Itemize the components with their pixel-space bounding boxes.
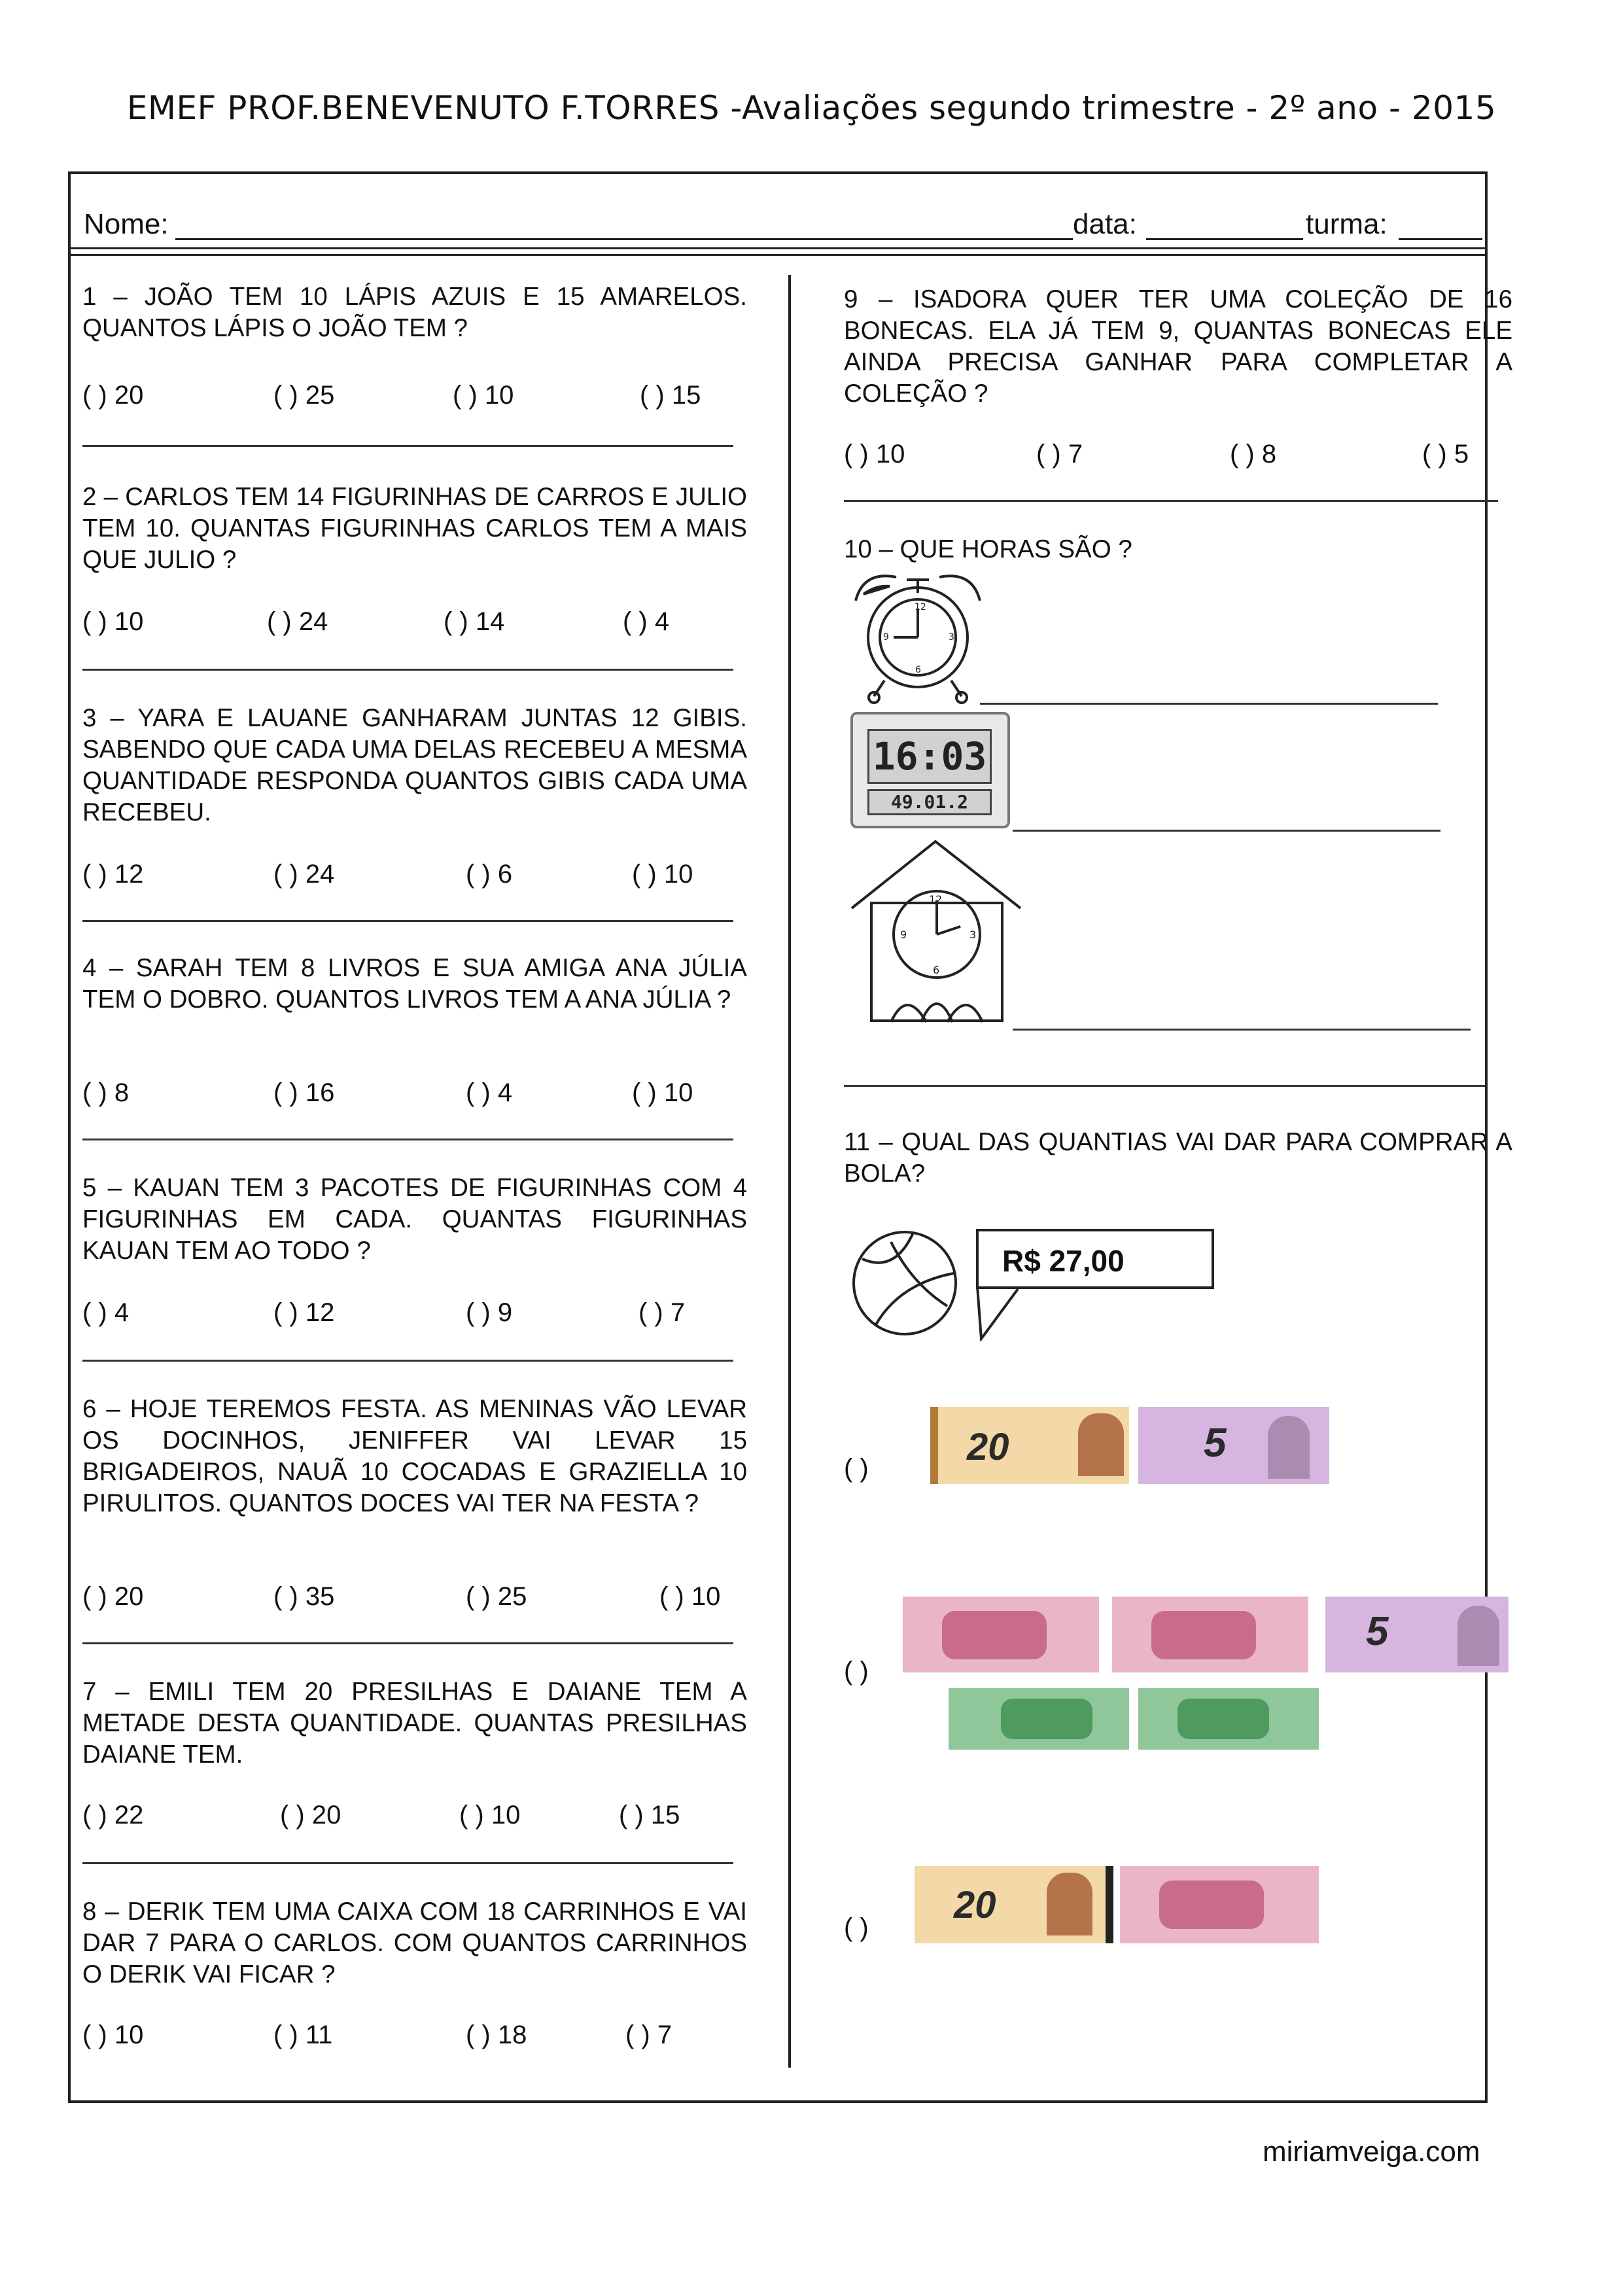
separator [844, 500, 1498, 502]
option[interactable]: ( ) 20 [82, 381, 144, 410]
option[interactable]: ( ) 9 [466, 1298, 513, 1327]
banknote-portrait [1001, 1699, 1092, 1739]
option[interactable]: ( ) 12 [82, 860, 144, 889]
option[interactable]: ( ) 5 [1422, 440, 1469, 468]
banknote-1 [1138, 1688, 1319, 1750]
money-option-2-checkbox[interactable]: ( ) [844, 1657, 869, 1686]
question-8: 8 – DERIK TEM UMA CAIXA COM 18 CARRINHOS E VAI DAR 7 PARA O CARLOS. COM QUANTOS CARRINHOS O DERIK VAI FICAR ? [82, 1898, 747, 1988]
separator [82, 1139, 733, 1140]
question-4: 4 – SARAH TEM 8 LIVROS E SUA AMIGA ANA JÚLIA TEM O DOBRO. QUANTOS LIVROS TEM A ANA JÚLIA ? [82, 954, 747, 1014]
banknote-value: 20 [954, 1884, 996, 1926]
banknote-portrait [1078, 1413, 1124, 1476]
option[interactable]: ( ) 7 [638, 1298, 686, 1327]
svg-text:9: 9 [900, 928, 907, 941]
separator [844, 1085, 1485, 1087]
option[interactable]: ( ) 14 [444, 607, 505, 636]
question-5: 5 – KAUAN TEM 3 PACOTES DE FIGURINHAS COM 4 FIGURINHAS EM CADA. QUANTAS FIGURINHAS KAUAN TEM AO TODO ? [82, 1174, 747, 1265]
option[interactable]: ( ) 25 [466, 1582, 527, 1611]
answer-line-clock-1[interactable] [980, 703, 1438, 705]
option[interactable]: ( ) 10 [632, 1078, 693, 1107]
svg-text:6: 6 [933, 964, 940, 976]
option[interactable]: ( ) 25 [273, 381, 335, 410]
svg-text:12: 12 [915, 602, 926, 612]
option[interactable]: ( ) 24 [273, 860, 335, 889]
option[interactable]: ( ) 20 [82, 1582, 144, 1611]
banknote-portrait [1151, 1611, 1256, 1659]
svg-text:3: 3 [949, 632, 954, 643]
option[interactable]: ( ) 18 [466, 2021, 527, 2049]
svg-text:9: 9 [883, 632, 889, 643]
option[interactable]: ( ) 6 [466, 860, 513, 889]
answer-line-clock-2[interactable] [1013, 830, 1440, 832]
ball-icon [849, 1227, 960, 1339]
banknote-portrait [1268, 1416, 1310, 1479]
option[interactable]: ( ) 8 [82, 1078, 130, 1107]
question-6: 6 – HOJE TEREMOS FESTA. AS MENINAS VÃO LEVAR OS DOCINHOS, JENIFFER VAI LEVAR 15 BRIGADEIROS, NAUÃ 10 COCADAS E GRAZIELLA 10 PIRULITOS. QUANTOS DOCES VAI TER NA FESTA ? [82, 1395, 747, 1517]
banknote-20 [915, 1866, 1113, 1943]
banknote-10 [1120, 1866, 1319, 1943]
separator [82, 445, 733, 447]
date-label: data: [1073, 208, 1137, 240]
banknote-portrait [1178, 1699, 1269, 1739]
answer-line-clock-3[interactable] [1013, 1029, 1471, 1031]
option[interactable]: ( ) 20 [280, 1801, 341, 1829]
svg-text:3: 3 [969, 928, 977, 941]
question-10: 10 – QUE HORAS SÃO ? [844, 535, 1132, 563]
money-option-1-checkbox[interactable]: ( ) [844, 1454, 869, 1483]
separator [82, 669, 733, 671]
banknote-value: 20 [967, 1426, 1009, 1468]
option[interactable]: ( ) 10 [82, 2021, 144, 2049]
option[interactable]: ( ) 4 [466, 1078, 513, 1107]
footer-website: miriamveiga.com [1263, 2136, 1480, 2168]
option[interactable]: ( ) 7 [1036, 440, 1083, 468]
banknote-portrait [1159, 1881, 1264, 1929]
option[interactable]: ( ) 24 [267, 607, 328, 636]
price-tag [976, 1229, 1214, 1289]
separator [82, 1642, 733, 1644]
class-field[interactable] [1399, 238, 1482, 240]
option[interactable]: ( ) 10 [632, 860, 693, 889]
price-value: R$ 27,00 [1002, 1244, 1125, 1278]
speech-bubble-tail [975, 1286, 1027, 1341]
svg-text:6: 6 [915, 665, 921, 675]
banknote-10 [903, 1597, 1099, 1672]
column-divider [788, 275, 791, 2068]
option[interactable]: ( ) 10 [82, 607, 144, 636]
option[interactable]: ( ) 12 [273, 1298, 335, 1327]
option[interactable]: ( ) 7 [625, 2021, 672, 2049]
option[interactable]: ( ) 10 [453, 381, 514, 410]
banknote-20 [930, 1407, 1129, 1484]
banknote-1 [949, 1688, 1129, 1750]
banknote-value: 5 [1204, 1421, 1227, 1466]
header-divider [71, 247, 1485, 249]
digital-clock-date: 49.01.2 [867, 789, 992, 815]
money-option-3-checkbox[interactable]: ( ) [844, 1913, 869, 1942]
option[interactable]: ( ) 4 [82, 1298, 130, 1327]
question-7: 7 – EMILI TEM 20 PRESILHAS E DAIANE TEM A METADE DESTA QUANTIDADE. QUANTAS PRESILHAS DAIANE TEM. [82, 1678, 747, 1769]
separator [82, 1360, 733, 1362]
digital-clock-display: 16:03 [867, 729, 992, 784]
option[interactable]: ( ) 10 [844, 440, 905, 468]
name-field[interactable] [175, 238, 1073, 240]
option[interactable]: ( ) 16 [273, 1078, 335, 1107]
question-11: 11 – QUAL DAS QUANTIAS VAI DAR PARA COMPRAR A BOLA? [844, 1128, 1512, 1188]
svg-text:12: 12 [929, 893, 943, 906]
option[interactable]: ( ) 22 [82, 1801, 144, 1829]
banknote-5 [1325, 1597, 1509, 1672]
question-3: 3 – YARA E LAUANE GANHARAM JUNTAS 12 GIBIS. SABENDO QUE CADA UMA DELAS RECEBEU A MESMA QUANTIDADE RESPONDA QUANTOS GIBIS CADA UMA RECEBEU. [82, 704, 747, 826]
separator [82, 1862, 733, 1864]
separator [82, 920, 733, 922]
banknote-portrait [942, 1611, 1047, 1659]
option[interactable]: ( ) 8 [1230, 440, 1277, 468]
option[interactable]: ( ) 35 [273, 1582, 335, 1611]
banknote-portrait [1457, 1606, 1499, 1666]
option[interactable]: ( ) 15 [619, 1801, 680, 1829]
banknote-5 [1138, 1407, 1329, 1484]
option[interactable]: ( ) 4 [623, 607, 670, 636]
banknote-10 [1112, 1597, 1308, 1672]
digital-clock [850, 712, 1010, 828]
name-label: Nome: [84, 208, 169, 240]
question-9: 9 – ISADORA QUER TER UMA COLEÇÃO DE 16 BONECAS. ELA JÁ TEM 9, QUANTAS BONECAS ELE AINDA PRECISA GANHAR PARA COMPLETAR A COLEÇÃO ? [844, 285, 1512, 408]
banknote-value: 5 [1366, 1609, 1389, 1654]
option[interactable]: ( ) 11 [273, 2021, 333, 2049]
question-2: 2 – CARLOS TEM 14 FIGURINHAS DE CARROS E JULIO TEM 10. QUANTAS FIGURINHAS CARLOS TEM A MAIS QUE JULIO ? [82, 483, 747, 574]
alarm-clock-icon [844, 565, 992, 704]
option[interactable]: ( ) 15 [640, 381, 701, 410]
option[interactable]: ( ) 10 [459, 1801, 521, 1829]
question-1: 1 – JOÃO TEM 10 LÁPIS AZUIS E 15 AMARELOS. QUANTOS LÁPIS O JOÃO TEM ? [82, 283, 747, 342]
page-title: EMEF PROF.BENEVENUTO F.TORRES -Avaliações segundo trimestre - 2º ano - 2015 [126, 89, 1497, 127]
banknote-portrait [1047, 1873, 1092, 1935]
header-divider-double [71, 254, 1485, 256]
cuckoo-clock-icon [848, 838, 1024, 1026]
option[interactable]: ( ) 10 [659, 1582, 721, 1611]
class-label: turma: [1306, 208, 1387, 240]
date-field[interactable] [1146, 238, 1303, 240]
